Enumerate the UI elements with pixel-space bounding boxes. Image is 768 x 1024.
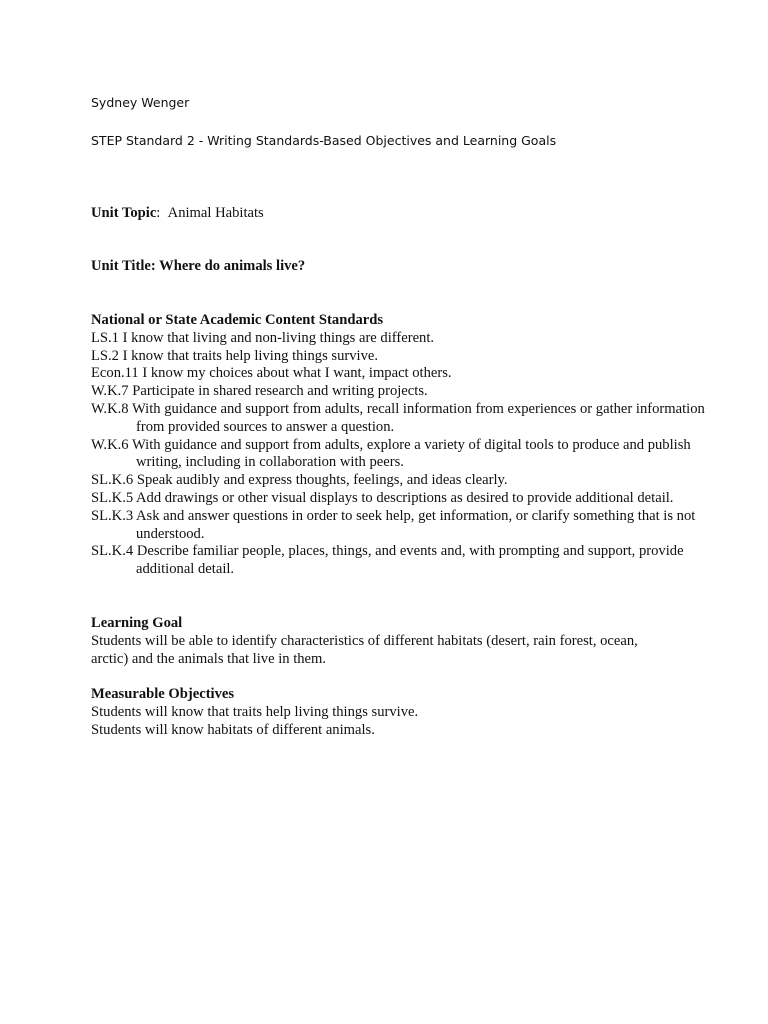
objectives-heading: Measurable Objectives — [91, 686, 235, 702]
standard-text: With guidance and support from adults, explore a variety of digital tools to produce and publish writing, including in collaboration with peers. — [131, 436, 691, 471]
standard-item — [91, 490, 711, 508]
standard-code: W.K.8 — [91, 400, 129, 417]
standard-item — [91, 330, 711, 348]
unit-title — [91, 258, 691, 276]
unit-title-text: Unit Title: Where do animals live? — [91, 258, 306, 274]
standards-heading: National or State Academic Content Standards — [91, 312, 384, 328]
standard-code: LS.1 — [91, 329, 119, 346]
standard-code: LS.2 — [91, 347, 119, 364]
standard-item — [91, 543, 711, 579]
standard-text: I know that traits help living things survive. — [122, 347, 379, 364]
standard-item — [91, 437, 711, 473]
learning-goal-section — [91, 615, 691, 668]
standard-text: Add drawings or other visual displays to descriptions as desired to provide additional detail. — [136, 489, 674, 506]
unit-topic-label: Unit Topic — [91, 205, 157, 221]
standard-code: SL.K.5 — [91, 489, 134, 506]
unit-topic-colon: : — [156, 205, 168, 221]
standard-text: Participate in shared research and writing projects. — [132, 383, 428, 400]
assignment-title: STEP Standard 2 - Writing Standards-Based Objectives and Learning Goals — [91, 133, 557, 148]
standard-text: Describe familiar people, places, things, and events and, with prompting and support, provide additional detail. — [136, 543, 684, 578]
author-name: Sydney Wenger — [91, 95, 190, 110]
standard-text: Ask and answer questions in order to seek help, get information, or clarify something that is not understood. — [136, 507, 696, 542]
standard-item — [91, 508, 711, 544]
standard-item — [91, 472, 711, 490]
standard-code: SL.K.4 — [91, 543, 134, 560]
standard-code: SL.K.6 — [91, 472, 134, 489]
standard-item — [91, 383, 711, 401]
objective-item: Students will know habitats of different animals. — [91, 721, 375, 738]
objectives-section — [91, 686, 691, 739]
standard-text: Speak audibly and express thoughts, feelings, and ideas clearly. — [136, 472, 508, 489]
objective-item: Students will know that traits help living things survive. — [91, 703, 419, 720]
standard-item — [91, 365, 711, 383]
unit-topic — [91, 205, 691, 223]
standard-item — [91, 348, 711, 366]
standard-code: W.K.6 — [91, 436, 129, 453]
standard-text: With guidance and support from adults, recall information from experiences or gather information from provided sources to answer a question. — [131, 400, 705, 435]
unit-topic-value: Animal Habitats — [167, 205, 264, 221]
standard-code: SL.K.3 — [91, 507, 134, 524]
standard-text: I know that living and non-living things are different. — [122, 329, 435, 346]
standard-code: Econ.11 — [91, 365, 139, 382]
standard-text: I know my choices about what I want, impact others. — [142, 365, 452, 382]
learning-goal-text: Students will be able to identify characteristics of different habitats (desert, rain forest, ocean, arctic) and the animals that live in them. — [91, 632, 638, 667]
standard-code: W.K.7 — [91, 383, 129, 400]
standards-section — [91, 312, 705, 579]
learning-goal-heading: Learning Goal — [91, 615, 183, 631]
standard-item — [91, 401, 711, 437]
